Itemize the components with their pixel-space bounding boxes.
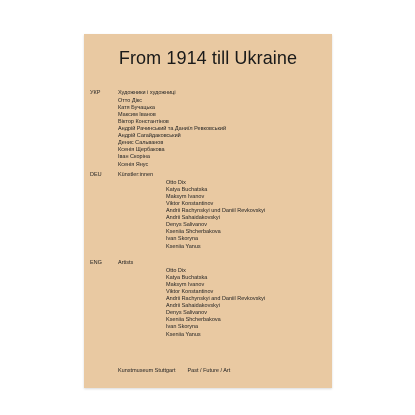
list-item: Andrii Sahaidakovskyi (166, 303, 220, 310)
list-item: Kseniia Shcherbakova (166, 317, 221, 324)
language-code: DEU (90, 172, 102, 178)
artist-list (118, 260, 265, 339)
list-item: Denys Salivanov (166, 310, 207, 317)
list-item: Іван Скоріна (118, 154, 150, 161)
list-item: Ксенія Щербакова (118, 147, 165, 154)
language-code: УКР (90, 90, 101, 96)
list-item: Maksym Ivanov (166, 193, 205, 200)
list-item: Viktor Konstantinov (166, 200, 214, 207)
artist-list (118, 90, 226, 169)
list-item: Kseniia Yanus (166, 331, 201, 338)
language-code: ENG (90, 260, 102, 266)
book-cover (84, 34, 332, 388)
list-item: Katya Buchatska (166, 274, 208, 281)
list-item: Андрій Рачинський та Даниїл Ревковський (118, 126, 227, 133)
section-heading: Artists (118, 260, 134, 266)
list-item: Отто Дікс (118, 97, 143, 104)
list-item: Otto Dix (166, 267, 186, 274)
list-item: Kseniia Shcherbakova (166, 229, 221, 236)
list-item: Katya Buchatska (166, 186, 208, 193)
series-name: Past / Future / Art (187, 368, 231, 374)
list-item: Денис Сальванов (118, 140, 164, 147)
list-item: Максим Іванов (118, 111, 156, 118)
list-item: Ксенія Янус (118, 161, 149, 168)
publisher-name: Kunstmuseum Stuttgart (118, 368, 176, 374)
list-item: Kseniia Yanus (166, 243, 201, 250)
list-item: Otto Dix (166, 179, 186, 186)
list-item: Maksym Ivanov (166, 281, 205, 288)
artist-list (118, 172, 265, 251)
list-item: Andrii Sahaidakovskyi (166, 215, 220, 222)
section-heading: Художники і художниці (118, 90, 176, 96)
list-item: Катя Бучацька (118, 104, 155, 111)
list-item: Віктор Константінов (118, 118, 169, 125)
cover-footer (118, 368, 230, 374)
list-item: Viktor Konstantinov (166, 288, 214, 295)
cover-title: From 1914 till Ukraine (118, 48, 298, 68)
section-heading: Künstler:innen (118, 172, 154, 178)
list-item: Andrii Rachynskyi and Daniil Revkovskyi (166, 296, 266, 303)
list-item: Ivan Skoryna (166, 236, 199, 243)
list-item: Ivan Skoryna (166, 324, 199, 331)
list-item: Andrii Rachynskyi und Daniil Revkovskyi (166, 208, 266, 215)
list-item: Denys Salivanov (166, 222, 207, 229)
list-item: Андрій Сагайдаковський (118, 133, 181, 140)
